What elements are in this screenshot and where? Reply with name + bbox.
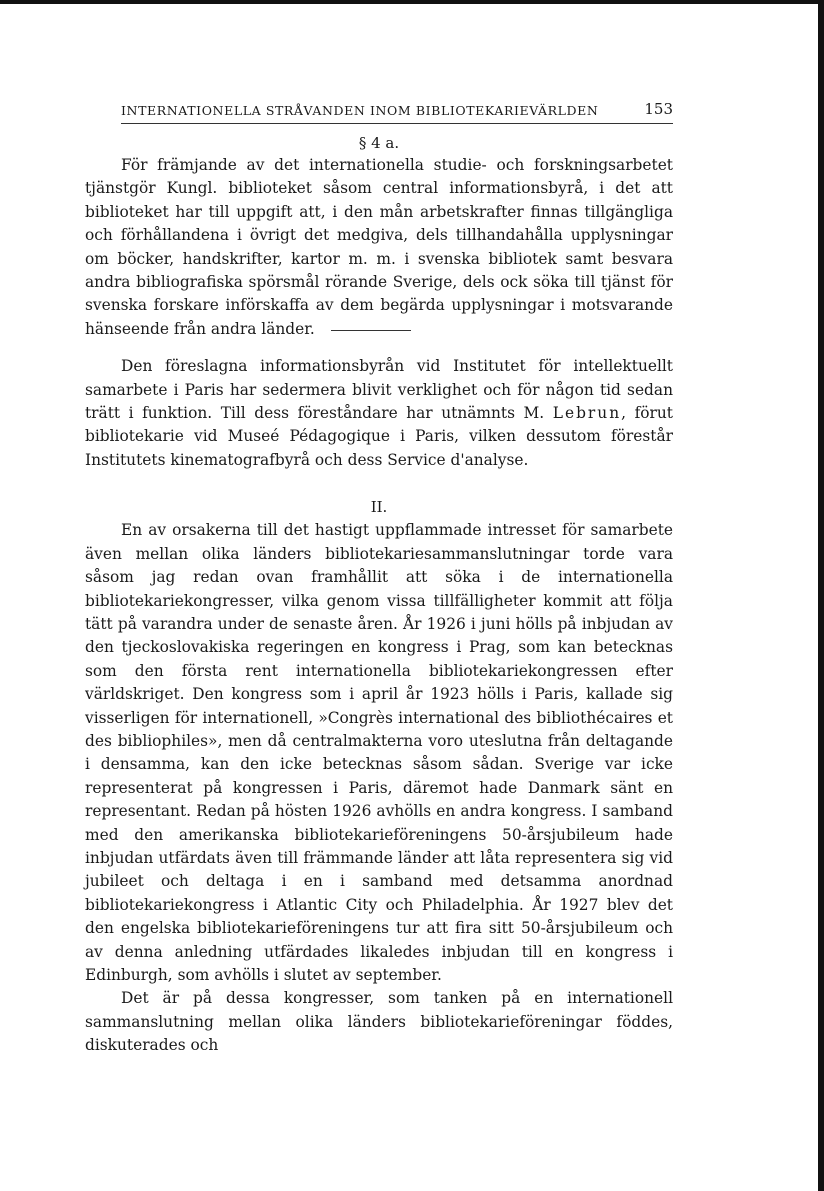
paragraph-2 [85, 355, 673, 472]
scan-border-top [0, 0, 824, 4]
paragraph-2-text-a: Den föreslagna informationsbyrån vid Institutet för intellektuellt samarbete i Paris har sedermera blivit verklighet och för någon tid sedan trätt i funktion. Till dess föreståndare har utnämnts M. [85, 357, 673, 423]
paragraph-2-text-b: , förut bibliotekarie vid Museé Pédagogique i Paris, vilken dessutom förestår Institutets kinematografbyrå och dess Service d'analyse. [85, 404, 673, 469]
paragraph-1: För främjande av det internationella studie- och forskningsarbetet tjänstgör Kungl. biblioteket såsom central informationsbyrå, i det att biblioteket har till uppgift att, i den mån arbetskrafter finnas tillgängliga och förhållandena i övrigt det medgiva, dels tillhandahålla upplysningar om böcker, handskrifter, kartor m. m. i svenska bibliotek samt besvara andra bibliografiska spörsmål rörande Sverige, dels ock söka till tjänst för svenska forskare införskaffa av dem begärda upplysningar i motsvarande hänseende från andra länder. [85, 156, 673, 338]
page-number: 153 [644, 100, 673, 118]
scan-border-right [818, 0, 824, 1191]
running-header [121, 100, 673, 124]
paragraph-4: Det är på dessa kongresser, som tanken på en internationell sammanslutning mellan olika länders bibliotekarieföreningar föddes, diskuterades och [85, 989, 673, 1055]
document-page [85, 100, 673, 1058]
section-heading: II. [370, 498, 388, 517]
section-mark: § 4 a. [358, 134, 400, 152]
running-title: INTERNATIONELLA STRÅVANDEN INOM BIBLIOTEKARIEVÄRLDEN [121, 103, 599, 118]
paragraph-3: En av orsakerna till det hastigt uppflammade intresset för samarbete även mellan olika länders bibliotekariesammanslutningar torde vara såsom jag redan ovan framhållit att söka i de internationella bibliotekariekongresser, vilka genom vissa tillfälligheter kommit att följa tätt på varandra under de senaste åren. År 1926 i juni hölls på inbjudan av den tjeckoslovakiska regeringen en kongress i Prag, som kan betecknas som den första rent internationella bibliotekariekongressen efter världskriget. Den kongress som i april år 1923 hölls i Paris, kallade sig visserligen för internationell, »Congrès international des bibliothécaires et des bibliophiles», men då centralmakterna voro uteslutna från deltagande i densamma, kan den icke betecknas såsom sådan. Sverige var icke representerat på kongressen i Paris, däremot hade Danmark sänt en representant. Redan på hösten 1926 avhölls en andra kongress. I samband med den amerikanska bibliotekarieföreningens 50-årsjubileum hade inbjudan utfärdats även till främmande länder att låta representera sig vid jubileet och deltaga i en i samband med detsamma anordnad bibliotekariekongress i Atlantic City och Philadelphia. År 1927 blev det den engelska bibliotekarieföreningens tur att fira sitt 50-årsjubileum och av denna anledning utfärdades likaledes inbjudan till en kongress i Edinburgh, som avhölls i slutet av september. [85, 521, 673, 984]
paragraph-2-name: Lebrun [552, 404, 622, 423]
